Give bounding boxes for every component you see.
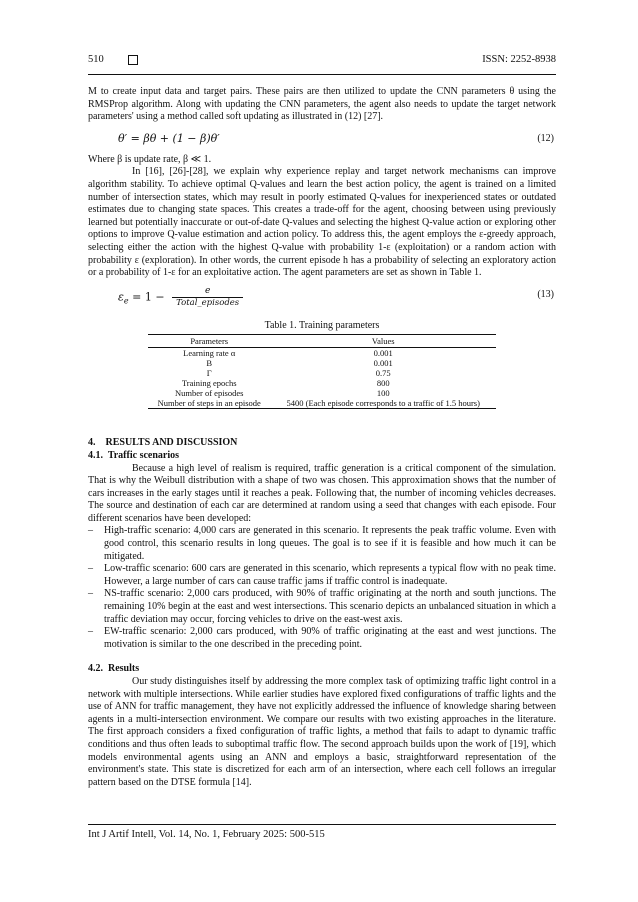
equation-13-numerator: e [172,286,243,298]
table-cell: 800 [376,378,390,389]
equation-13 [88,280,556,314]
equation-13-lhs-sub: e [123,296,129,306]
list-item: – Low-traffic scenario: 600 cars are generated in this scenario, which represents a typical flow with no peak time. However, a large number of cars can cause traffic jams if traffic control is inadequate. [88,563,556,588]
equation-12-number: (12) [537,132,554,144]
header-rule [88,74,556,75]
running-header [88,54,556,70]
equation-13-number: (13) [537,288,554,300]
equation-12 [88,124,556,154]
table-header-cell: Parameters [148,335,270,348]
equation-12-expression: θ′ = βθ + (1 − β)θ′ [118,131,220,145]
table-row [148,368,496,378]
table-cell: 0.75 [375,368,391,379]
equation-13-middle: = 1 − [132,290,165,304]
table-row [148,348,496,359]
section-4-1-heading: 4.1. Traffic scenarios [88,449,180,461]
equation-13-fraction [172,286,243,309]
table-cell: 5400 (Each episode corresponds to a traffic of 1.5 hours) [270,398,496,409]
article-body [88,86,556,789]
section-4-heading: 4. RESULTS AND DISCUSSION [88,437,238,449]
equation-13-denominator: Total_episodes [176,297,240,308]
footer-rule [88,824,556,825]
table-cell: Γ [206,368,212,379]
page-number: 510 [88,54,104,65]
paragraph-stability: In [16], [26]-[28], we explain why experience replay and target network mechanisms can improve algorithm stability. To achieve optimal Q-values and learn the best action policy, the agent is trained on a limited number of intersection states, which may result in poorly estimated Q-values for inexperienced states or outdated estimates due to changing state spaces. This creates a trade-off for the agent, choosing between using previously learned but potentially inaccurate or out-of-date Q-values and selecting the highest Q-value action or exploring other options to improve Q-value estimation and action policy. To address this, the agent employs the ε-greedy approach, selecting either the action with the highest Q-value with probability 1-ε (exploitation) or a random action with probability ε (exploration). In other words, the current episode h has a probability of selecting an exploratory action or a probability of 1-ε for an exploitative action. The agent parameters are set as shown in Table 1. [88,166,556,279]
where-line: Where β is update rate, β ≪ 1. [88,153,212,165]
table-row [148,388,496,398]
table-cell: Β [206,358,213,369]
table-caption: Table 1. Training parameters [264,319,380,331]
equation-13-lhs: ε [118,290,124,304]
training-parameters-table [148,334,496,409]
list-item: – High-traffic scenario: 4,000 cars are generated in this scenario. It represents the peak traffic volume. Even with good control, this scenario results in long queues. The goal is to see if it is feasible and how much it can be mitigated. [88,525,556,563]
table-cell: Number of steps in an episode [148,398,270,409]
table-row [148,358,496,368]
table-header-row [148,335,496,348]
journal-footer: Int J Artif Intell, Vol. 14, No. 1, February 2025: 500-515 [88,829,325,840]
issn-label: ISSN: 2252-8938 [482,54,556,65]
list-item: – NS-traffic scenario: 2,000 cars produced, with 90% of traffic originating at the north and south junctions. The remaining 10% begin at the east and west intersections. This scenario depicts an unbalanced situation in which a traffic deviation may occur, forcing vehicles to drive on the east-west axis. [88,588,556,626]
table-cell: 100 [376,388,390,399]
table-cell: Learning rate α [183,348,236,359]
table-row [148,378,496,388]
table-cell: 0.001 [373,348,393,359]
table-row [148,398,496,409]
paragraph-intro: M to create input data and target pairs. These pairs are then utilized to update the CNN parameters θ using the RMSProp algorithm. Along with updating the CNN parameters, the agent also needs to update the target network parameters' using a method called soft updating as illustrated in (12) [27]. [88,86,556,123]
table-header-cell: Values [270,335,496,348]
paragraph-results: Our study distinguishes itself by addressing the more complex task of optimizing traffic light control in a network with multiple intersections. While earlier studies have explored fixed configurations of traffic lights and the use of ANN for traffic management, they have not explicitly addressed the influence of knowledge sharing between agents in a multi-intersection environment. We compare our results with two existing approaches in the literature. The first approach considers a fixed configuration of traffic lights, a method that fails to adapt to dynamic traffic conditions and thus often leads to suboptimal traffic flow. The second approach builds upon the work of [19], which models environmental agents using an ANN and employs a basic, straightforward representation of the environment's state. This state is discretized for each arm of an intersection, where each cell follows an irregular pattern based on the DTSE formula [14]. [88,676,556,788]
scenario-list [88,525,556,651]
paragraph-traffic: Because a high level of realism is required, traffic generation is a critical component of the simulation. That is why the Weibull distribution with a shape of two was chosen. This approximation shows that the number of cars increases in the early stages until it reaches a peak. Following that, the number of incoming vehicles decreases. The source and destination of each car are determined at random using a seed that changes with each episode. Four different scenarios have been developed: [88,462,556,524]
section-4-2-heading: 4.2. Results [88,663,140,675]
square-icon [128,55,138,65]
table-cell: Number of episodes [174,388,244,399]
list-item: – EW-traffic scenario: 2,000 cars produced, with 90% of traffic originating at the east and west junctions. The motivation is similar to the one described in the preceding point. [88,626,556,651]
table-cell: Training epochs [181,378,237,389]
table-cell: 0.001 [373,358,393,369]
